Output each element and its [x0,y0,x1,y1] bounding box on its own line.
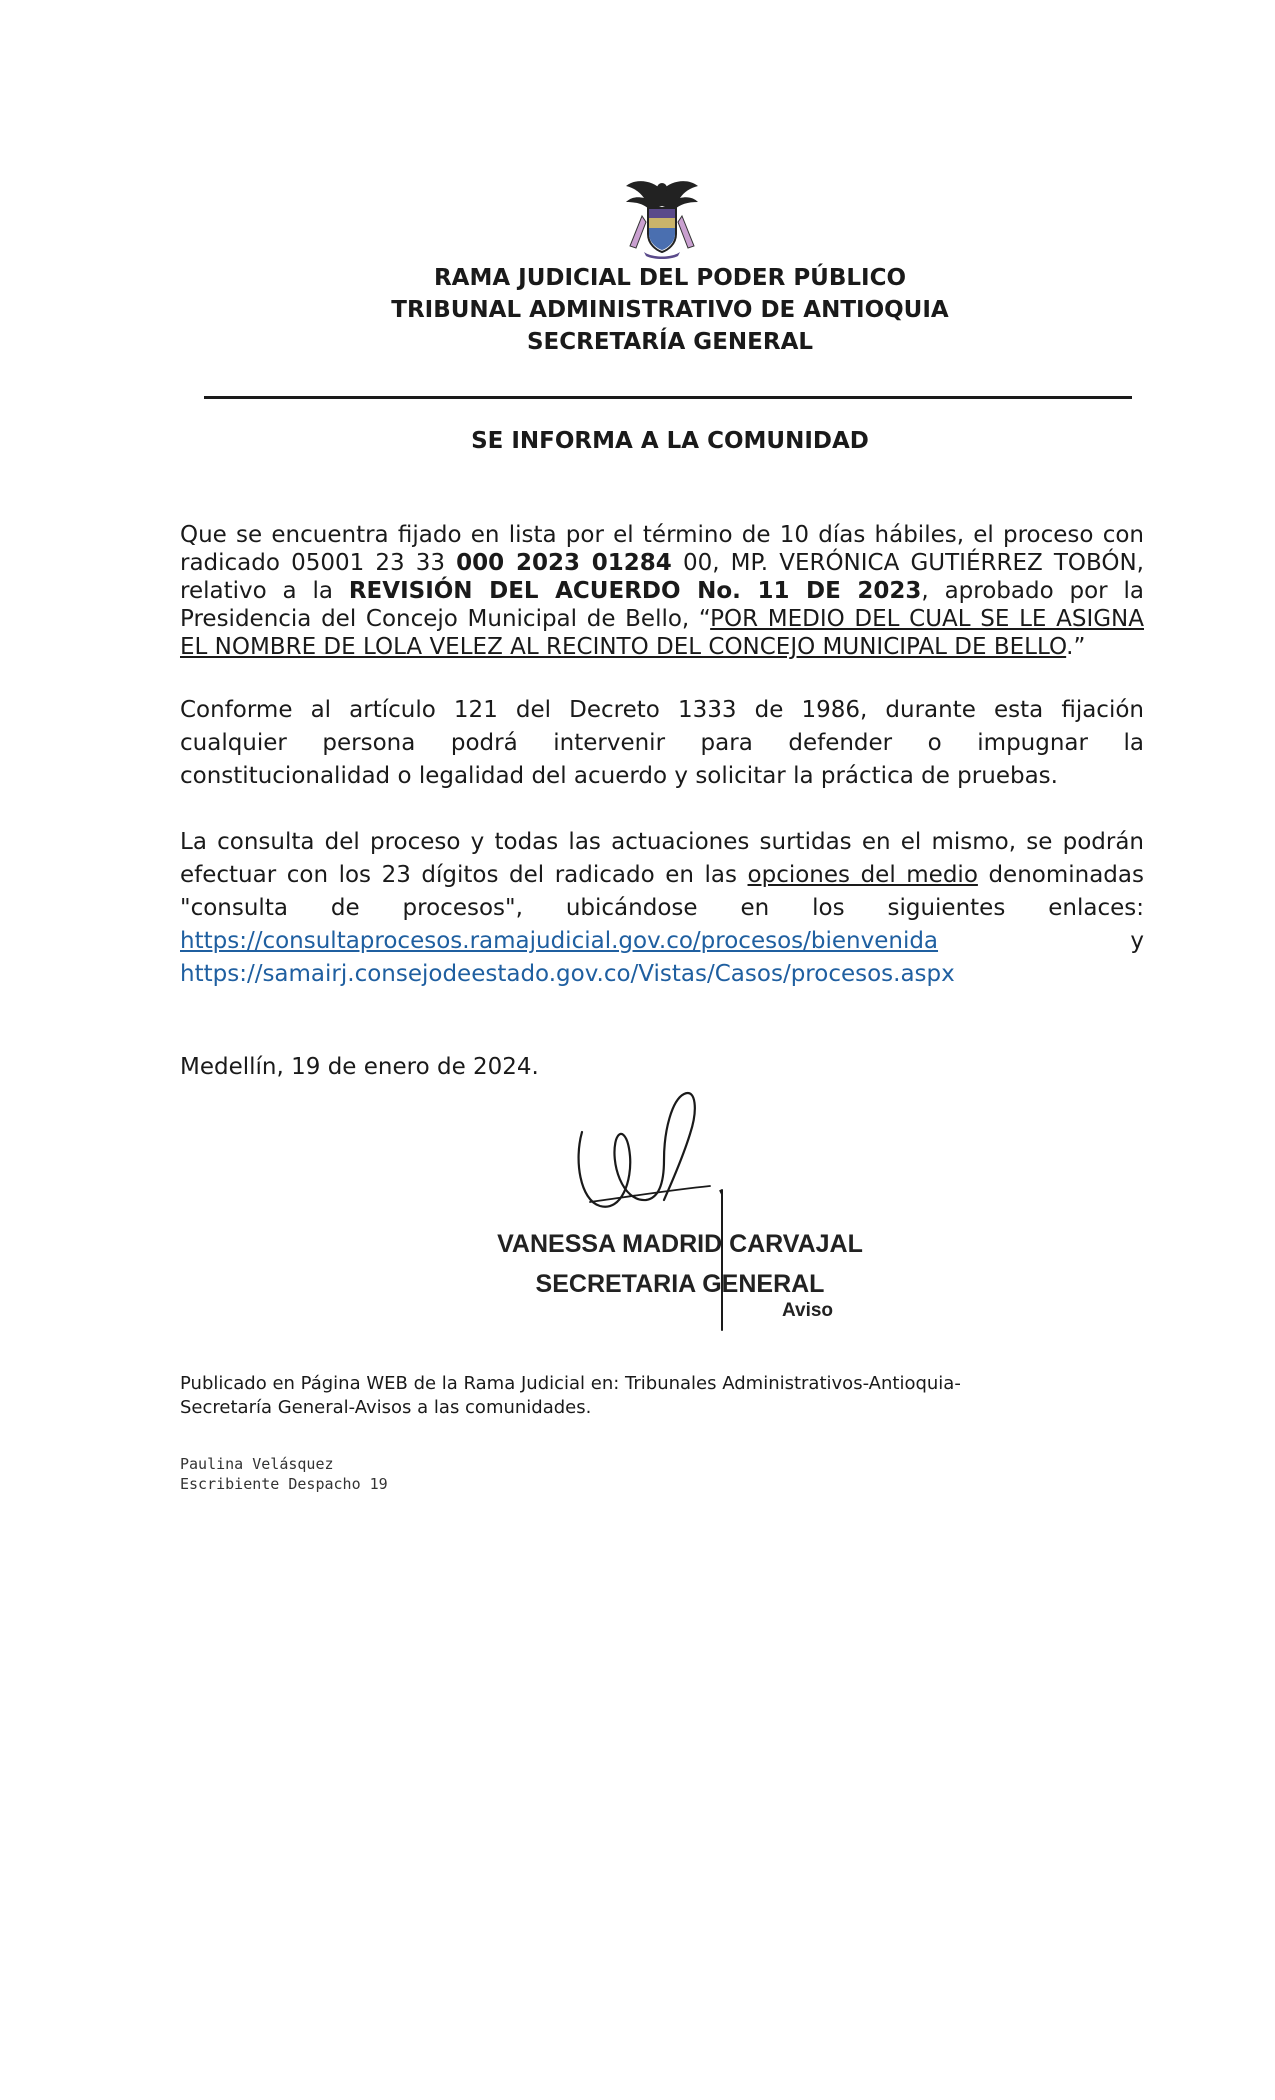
header-divider [204,396,1132,399]
text-span: y [1130,928,1144,954]
text-span: , aprobado por la [921,578,1144,604]
paragraph-line: La consulta del proceso y todas las actuaciones surtidas en el mismo, se podrán [180,829,1144,855]
acuerdo-title: REVISIÓN DEL ACUERDO No. 11 DE 2023 [348,578,922,604]
text-span: Presidencia del Concejo Municipal de Bello, “ [180,606,711,632]
publication-line-2: Secretaría General-Avisos a las comunidades. [180,1397,592,1418]
header-line-3: SECRETARÍA GENERAL [526,329,814,355]
clerk-role: Escribiente Despacho 19 [180,1475,388,1493]
paragraph-line: constitucionalidad o legalidad del acuerdo y solicitar la práctica de pruebas. [180,763,1058,789]
text-span: .” [1066,634,1086,660]
acuerdo-name-underlined: POR MEDIO DEL CUAL SE LE ASIGNA [710,606,1144,632]
paragraph-line [180,549,1144,577]
text-span: efectuar con los 23 dígitos del radicado en las [180,862,748,888]
paragraph-conforme [180,694,1144,793]
coat-of-arms-icon [622,176,702,260]
paragraph-line [180,605,1144,633]
acuerdo-name-underlined: EL NOMBRE DE LOLA VELEZ AL RECINTO DEL CONCEJO MUNICIPAL DE BELLO [180,634,1067,660]
paragraph-line [180,859,1144,892]
clerk-name: Paulina Velásquez [180,1455,334,1473]
signer-block [480,1224,880,1304]
paragraph-line: Conforme al artículo 121 del Decreto 1333 de 1986, durante esta fijación [180,697,1144,723]
paragraph-notice [180,521,1144,661]
opciones-del-medio-text: opciones del medio [747,862,978,888]
text-span: relativo a la [180,578,349,604]
notice-type-tag: Aviso [782,1300,834,1321]
paragraph-consulta [180,826,1144,991]
publication-line-1: Publicado en Página WEB de la Rama Judicial en: Tribunales Administrativos-Antioquia- [180,1373,961,1394]
signer-role: SECRETARIA GENERAL [535,1270,825,1298]
notice-title: SE INFORMA A LA COMUNIDAD [471,428,869,454]
text-span: 00, MP. VERÓNICA GUTIÉRREZ TOBÓN, [671,550,1144,576]
signer-name: VANESSA MADRID CARVAJAL [497,1230,863,1258]
paragraph-line [180,958,1144,991]
paragraph-line: cualquier persona podrá intervenir para defender o impugnar la [180,730,1144,756]
samai-link[interactable]: https://samairj.consejodeestado.gov.co/Vistas/Casos/procesos.aspx [180,961,955,987]
clerk-credit [180,1454,388,1494]
consulta-procesos-link[interactable]: https://consultaprocesos.ramajudicial.gov.co/procesos/bienvenida [180,928,939,954]
paragraph-line [180,925,1144,958]
paragraph-line [180,633,1144,661]
header-line-1: RAMA JUDICIAL DEL PODER PÚBLICO [433,265,907,291]
radicado-number: 000 2023 01284 [456,550,672,576]
publication-note [180,1372,961,1420]
header-line-2: TRIBUNAL ADMINISTRATIVO DE ANTIOQUIA [391,297,949,323]
paragraph-line [180,577,1144,605]
document-date: Medellín, 19 de enero de 2024. [180,1054,539,1080]
paragraph-line: "consulta de procesos", ubicándose en los siguientes enlaces: [180,895,1144,921]
text-span: denominadas [977,862,1144,888]
text-span: radicado 05001 23 33 [180,550,457,576]
paragraph-line [180,521,1144,549]
text-span: Que se encuentra fijado en lista por el término de 10 días hábiles, el proceso con [180,522,1144,548]
institution-header [180,262,1160,358]
